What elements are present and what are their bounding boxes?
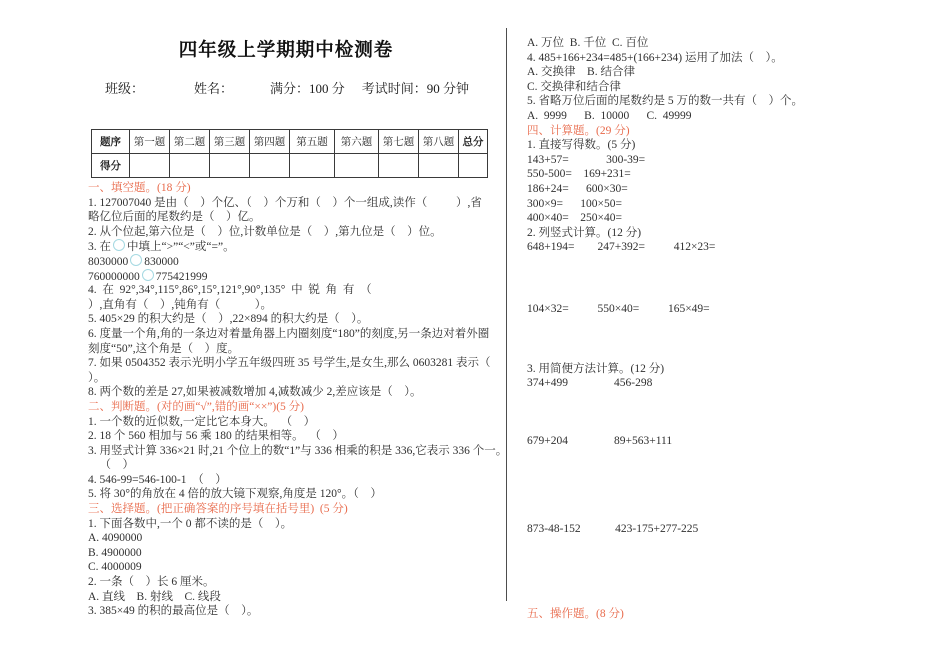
choice-section-heading: 三、选择题。(把正确答案的序号填在括号里) (5 分)	[88, 503, 348, 516]
exam-duration-label: 考试时间：90 分钟	[361, 81, 470, 96]
fill-blank-q7-line2: ）。	[88, 371, 106, 384]
score-cell	[459, 154, 488, 178]
score-table-header-cell: 第二题	[170, 130, 210, 154]
blank-circle-icon	[130, 254, 142, 266]
score-table-header-cell: 题序	[92, 130, 130, 154]
judge-q4: 4. 546-99=546-100-1 （ ）	[88, 473, 227, 486]
fill-blank-q3-compare1	[88, 254, 508, 269]
judge-q1: 1. 一个数的近似数,一定比它本身大。 （ ）	[88, 415, 316, 428]
score-table-header-cell: 第五题	[290, 130, 335, 154]
fill-blank-q4-line2: ）,直角有（ ）,钝角有（ ）。	[88, 298, 272, 311]
right-column	[527, 36, 942, 621]
score-table-header-cell: 第三题	[210, 130, 250, 154]
choice-q3-options: A. 万位 B. 千位 C. 百位	[527, 37, 649, 49]
blank-circle-icon	[113, 239, 125, 251]
judge-q2: 2. 18 个 560 相加与 56 乘 180 的结果相等。 （ ）	[88, 430, 344, 443]
calc-direct-row4: 300×9= 100×50=	[527, 197, 622, 210]
choice-q1-option-a: A. 4090000	[88, 532, 143, 545]
choice-q5-options: A. 9999 B. 10000 C. 49999	[527, 109, 692, 122]
choice-q4-option-c: C. 交换律和结合律	[527, 80, 621, 93]
judge-q5: 5. 将 30°的角放在 4 倍的放大镜下观察,角度是 120°。（ ）	[88, 488, 382, 501]
calc-vertical-row1: 648+194= 247+392= 412×23=	[527, 241, 716, 254]
score-cell	[335, 154, 379, 178]
fill-blank-q8: 8. 两个数的差是 27,如果被减数增加 4,减数减少 2,差应该是（ ）。	[88, 386, 422, 399]
score-cell	[170, 154, 210, 178]
q3-compare2-left: 760000000	[88, 270, 140, 283]
choice-q3: 3. 385×49 的积的最高位是（ ）。	[88, 605, 259, 618]
score-table-score-row	[92, 154, 488, 178]
score-cell	[210, 154, 250, 178]
q3-compare1-right: 830000	[144, 255, 179, 268]
q3-compare1-left: 8030000	[88, 255, 129, 268]
calc-direct-row1: 143+57= 300-39=	[527, 153, 646, 166]
choice-q1-option-c: C. 4000009	[88, 561, 142, 574]
fill-blank-q2: 2. 从个位起,第六位是（ ）位,计数单位是（ ）,第九位是（ ）位。	[88, 225, 442, 238]
fill-blank-q1-line2: 略亿位后面的尾数约是（ ）亿。	[88, 211, 261, 224]
exam-title: 四年级上学期期中检测卷	[178, 39, 394, 60]
calc-direct-row2: 550-500= 169+231=	[527, 168, 631, 181]
fill-blank-q3-compare2	[88, 269, 508, 284]
name-field-label: 姓名：	[194, 81, 234, 96]
score-table-header-row	[92, 130, 488, 154]
judge-q3-line1: 3. 用竖式计算 336×21 时,21 个位上的数“1”与 336 相乘的积是 336,它表示 336 个一。	[88, 444, 508, 457]
calc-direct-row5: 400×40= 250×40=	[527, 212, 622, 225]
judge-q3-line2: （ ）	[88, 459, 134, 472]
calc-direct-row3: 186+24= 600×30=	[527, 182, 628, 195]
score-cell	[290, 154, 335, 178]
choice-q4: 4. 485+166+234=485+(166+234) 运用了加法（ ）。	[527, 51, 783, 64]
choice-q4-options-ab: A. 交换律 B. 结合律	[527, 66, 635, 79]
left-column	[88, 181, 508, 619]
exam-meta-line	[105, 78, 469, 97]
score-cell	[379, 154, 419, 178]
q3-intro-post: 中填上“>”“<”或“=”。	[127, 241, 235, 254]
calc-vertical-row2: 104×32= 550×40= 165×49=	[527, 302, 710, 315]
calc-simplify-row1: 374+499 456-298	[527, 377, 653, 390]
q3-intro-pre: 3. 在	[88, 241, 111, 254]
fill-blank-q5: 5. 405×29 的积大约是（ ）,22×894 的积大约是（ ）。	[88, 313, 369, 326]
choice-q2: 2. 一条（ ）长 6 厘米。	[88, 576, 215, 589]
blank-circle-icon	[142, 269, 154, 281]
calc-simplify-row3: 873-48-152 423-175+277-225	[527, 523, 699, 536]
score-table-header-cell: 总分	[459, 130, 488, 154]
fill-blank-q7-line1: 7. 如果 0504352 表示光明小学五年级四班 35 号学生,是女生,那么 0603281 表示（	[88, 357, 491, 370]
score-cell	[419, 154, 459, 178]
fill-blank-q6-line1: 6. 度量一个角,角的一条边对着量角器上内圈刻度“180”的刻度,另一条边对着外圈	[88, 327, 490, 340]
fill-blank-q1-line1: 1. 127007040 是由（ ）个亿、（ ）个万和（ ）个一组成,读作（ ）,省	[88, 196, 482, 209]
operation-section-heading: 五、操作题。(8 分)	[527, 607, 624, 620]
score-cell	[250, 154, 290, 178]
q3-compare2-right: 775421999	[155, 270, 208, 283]
judge-section-heading: 二、判断题。(对的画“√”,错的画“××”)(5 分)	[88, 400, 305, 413]
calc-vertical-heading: 2. 列竖式计算。(12 分)	[527, 226, 642, 239]
score-table-header-cell: 第四题	[250, 130, 290, 154]
choice-q1-option-b: B. 4900000	[88, 546, 142, 559]
choice-q2-options: A. 直线 B. 射线 C. 线段	[88, 590, 221, 603]
score-table-header-cell: 第六题	[335, 130, 379, 154]
choice-q1: 1. 下面各数中,一个 0 都不读的是（ ）。	[88, 517, 293, 530]
score-table-header-cell: 第一题	[130, 130, 170, 154]
choice-q5: 5. 省略万位后面的尾数约是 5 万的数一共有（ ）个。	[527, 95, 803, 108]
calc-section-heading: 四、计算题。(29 分)	[527, 124, 630, 137]
score-table	[91, 129, 488, 178]
fill-blank-q6-line2: 刻度“50”,这个角是（ ）度。	[88, 342, 240, 355]
fill-blank-section-heading: 一、填空题。(18 分)	[88, 182, 191, 194]
fill-blank-q4-line1: 4. 在 92°,34°,115°,86°,15°,121°,90°,135° 中 锐 角 有 （	[88, 284, 372, 297]
calc-simplify-heading: 3. 用简便方法计算。(12 分)	[527, 362, 665, 375]
score-row-label: 得分	[92, 154, 130, 178]
full-score-label: 满分：100 分	[270, 81, 345, 96]
class-field-label: 班级：	[105, 81, 145, 96]
score-table-header-cell: 第八题	[419, 130, 459, 154]
score-cell	[130, 154, 170, 178]
fill-blank-q3-intro	[88, 239, 508, 254]
score-table-header-cell: 第七题	[379, 130, 419, 154]
calc-simplify-row2: 679+204 89+563+111	[527, 434, 673, 447]
calc-direct-heading: 1. 直接写得数。(5 分)	[527, 139, 636, 152]
